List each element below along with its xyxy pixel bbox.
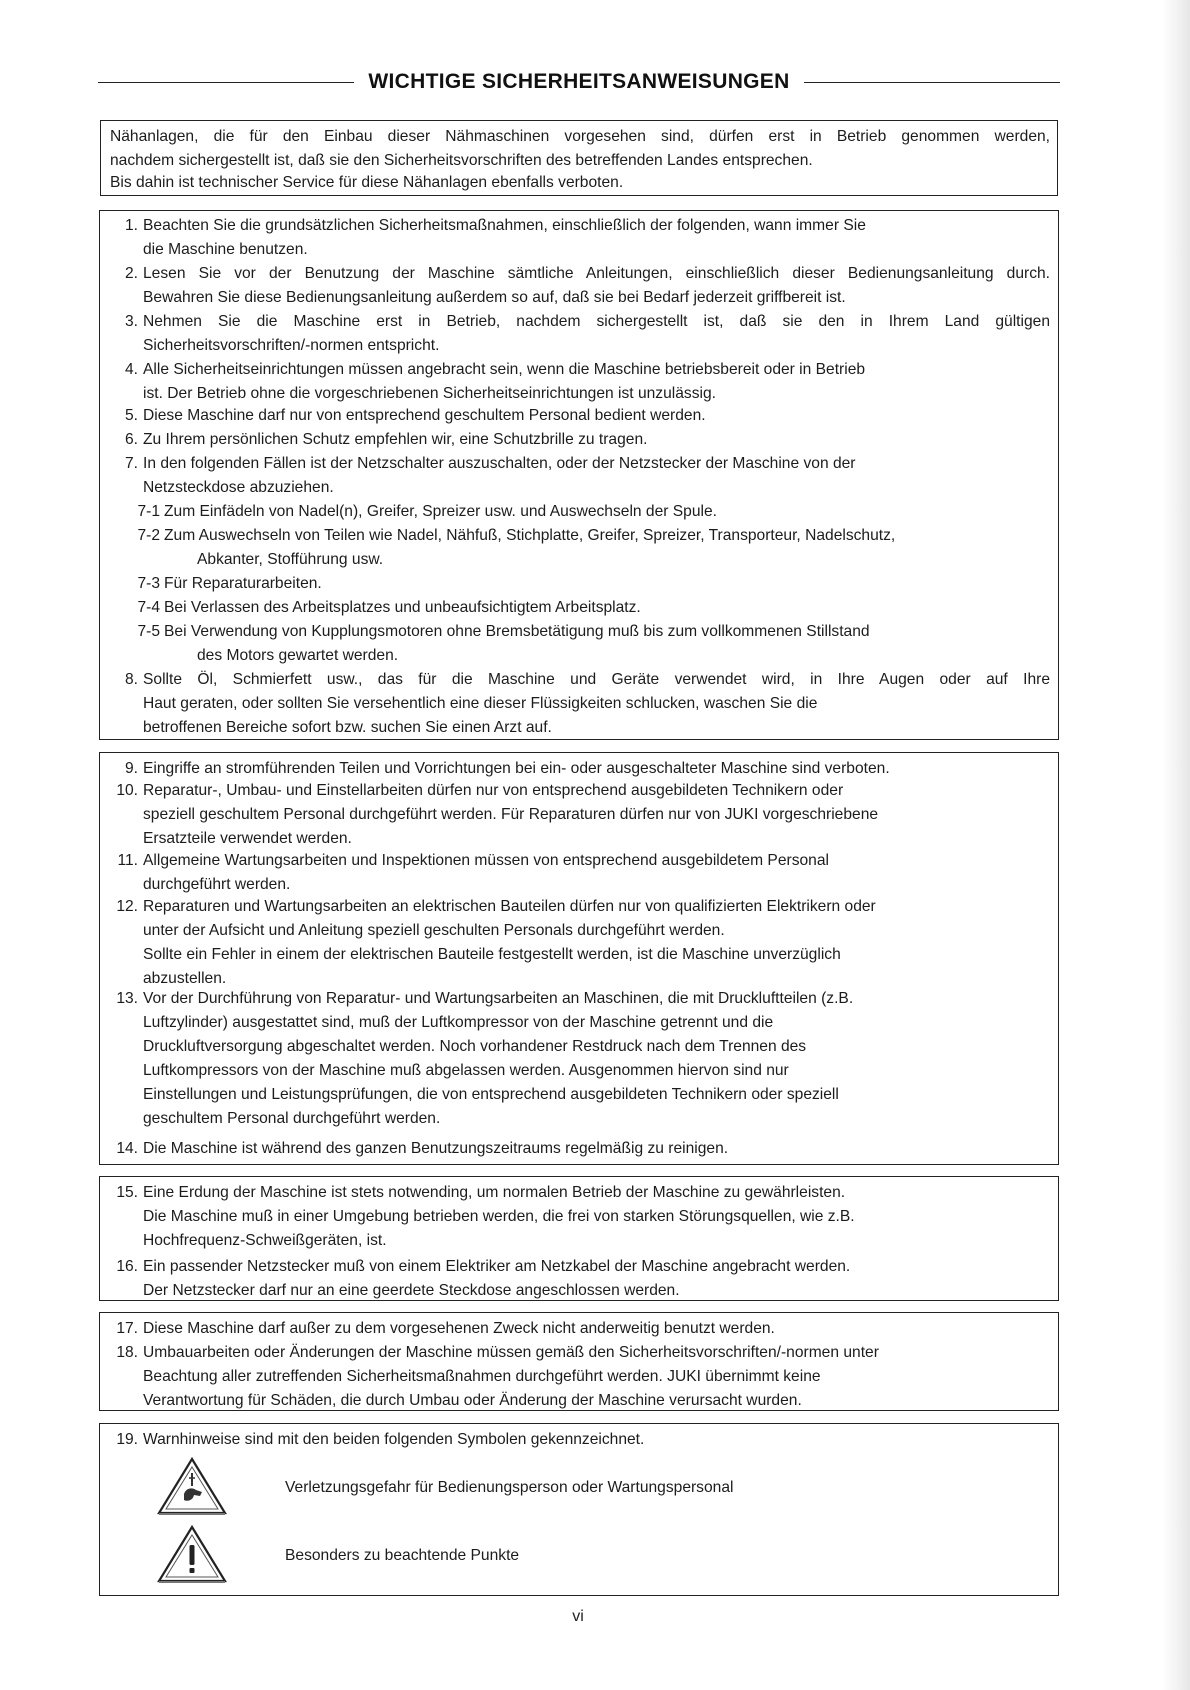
item-text: Sollte ein Fehler in einem der elektrischen Bauteile festgestellt werden, ist die Maschine unverzüglich bbox=[143, 946, 841, 963]
item-number: 11. bbox=[117, 852, 138, 869]
item-number: 5. bbox=[124, 407, 138, 424]
item-text: Alle Sicherheitseinrichtungen müssen angebracht sein, wenn die Maschine betriebsbereit oder in Betrieb bbox=[143, 361, 866, 378]
item-text: durchgeführt werden. bbox=[143, 876, 291, 893]
sub-item-text: Bei Verlassen des Arbeitsplatzes und unbeaufsichtigtem Arbeitsplatz. bbox=[164, 599, 641, 616]
item-text: die Maschine benutzen. bbox=[143, 241, 308, 258]
item-number: 3. bbox=[124, 313, 138, 330]
item-text: Ein passender Netzstecker muß von einem Elektriker am Netzkabel der Maschine angebracht werden. bbox=[143, 1258, 851, 1275]
sub-item-text: Bei Verwendung von Kupplungsmotoren ohne Bremsbetätigung muß bis zum vollkommenen Stillstand bbox=[164, 623, 870, 640]
item-text: betroffenen Bereiche sofort bzw. suchen Sie einen Arzt auf. bbox=[143, 719, 552, 736]
item-number: 2. bbox=[124, 265, 138, 282]
item-number: 7. bbox=[124, 455, 138, 472]
item-text: Die Maschine muß in einer Umgebung betrieben werden, die frei von starken Störungsquellen, wie z.B. bbox=[143, 1208, 855, 1225]
item-text: Einstellungen und Leistungsprüfungen, die von entsprechend ausgebildeten Technikern oder speziell bbox=[143, 1086, 839, 1103]
title-rule-left bbox=[98, 82, 354, 83]
item-number: 14. bbox=[116, 1140, 138, 1157]
item-text: Sollte Öl, Schmierfett usw., das für die Maschine und Geräte verwendet wird, in Ihre Augen oder auf Ihre bbox=[143, 671, 1050, 688]
sub-item-text: Zum Einfädeln von Nadel(n), Greifer, Spreizer usw. und Auswechseln der Spule. bbox=[164, 503, 717, 520]
item-text: Vor der Durchführung von Reparatur- und Wartungsarbeiten an Maschinen, die mit Druckluftteilen (z.B. bbox=[143, 990, 854, 1007]
item-number: 18. bbox=[116, 1344, 138, 1361]
item-text: Beachten Sie die grundsätzlichen Sicherheitsmaßnahmen, einschließlich der folgenden, wann immer Sie bbox=[143, 217, 866, 234]
item-text: Diese Maschine darf außer zu dem vorgesehenen Zweck nicht anderweitig benutzt werden. bbox=[143, 1320, 775, 1337]
item-number: 16. bbox=[116, 1258, 138, 1275]
page-number: vi bbox=[572, 1608, 584, 1625]
item-text: geschultem Personal durchgeführt werden. bbox=[143, 1110, 441, 1127]
item-number: 8. bbox=[124, 671, 138, 688]
hand-injury-warning-icon bbox=[156, 1456, 228, 1516]
item-text: Ersatzteile verwendet werden. bbox=[143, 830, 352, 847]
page-title: WICHTIGE SICHERHEITSANWEISUNGEN bbox=[368, 70, 790, 93]
item-text: Beachtung aller zutreffenden Sicherheitsmaßnahmen durchgeführt werden. JUKI übernimmt keine bbox=[143, 1368, 821, 1385]
sub-item-number: 7-4 bbox=[137, 599, 160, 616]
item-text: Nehmen Sie die Maschine erst in Betrieb, nachdem sichergestellt ist, daß sie den in Ihrem Land gültigen bbox=[143, 313, 1050, 330]
item-text: Warnhinweise sind mit den beiden folgenden Symbolen gekennzeichnet. bbox=[143, 1431, 645, 1448]
item-text: Diese Maschine darf nur von entsprechend geschultem Personal bedient werden. bbox=[143, 407, 706, 424]
symbol-description: Verletzungsgefahr für Bedienungsperson oder Wartungspersonal bbox=[285, 1479, 734, 1496]
item-text: Hochfrequenz-Schweißgeräten, ist. bbox=[143, 1232, 387, 1249]
sub-item-number: 7-1 bbox=[137, 503, 160, 520]
item-text: Haut geraten, oder sollten Sie versehentlich eine dieser Flüssigkeiten schlucken, waschen Sie die bbox=[143, 695, 818, 712]
symbol-description: Besonders zu beachtende Punkte bbox=[285, 1547, 520, 1564]
scan-edge-shadow bbox=[1162, 0, 1190, 1690]
item-text: In den folgenden Fällen ist der Netzschalter auszuschalten, oder der Netzstecker der Maschine von der bbox=[143, 455, 856, 472]
item-text: Bewahren Sie diese Bedienungsanleitung außerdem so auf, daß sie bei Bedarf jederzeit griffbereit ist. bbox=[143, 289, 846, 306]
sub-item-text: Zum Auswechseln von Teilen wie Nadel, Nähfuß, Stichplatte, Greifer, Spreizer, Transporteur, Nadelschutz, bbox=[164, 527, 896, 544]
symbol-row-1 bbox=[156, 1456, 228, 1521]
item-text: Reparatur-, Umbau- und Einstellarbeiten dürfen nur von entsprechend ausgebildeten Technikern oder bbox=[143, 782, 844, 799]
sub-item-text: Abkanter, Stofführung usw. bbox=[197, 551, 384, 568]
item-text: Eingriffe an stromführenden Teilen und Vorrichtungen bei ein- oder ausgeschalteter Maschine sind verboten. bbox=[143, 760, 890, 777]
item-text: speziell geschultem Personal durchgeführt werden. Für Reparaturen dürfen nur von JUKI vorgeschriebene bbox=[143, 806, 879, 823]
symbol-row-2 bbox=[156, 1524, 228, 1589]
item-number: 15. bbox=[116, 1184, 138, 1201]
notice-line: Nähanlagen, die für den Einbau dieser Nähmaschinen vorgesehen sind, dürfen erst in Betrieb genommen werden, bbox=[110, 128, 1050, 145]
item-number: 9. bbox=[124, 760, 138, 777]
item-text: Eine Erdung der Maschine ist stets notwending, um normalen Betrieb der Maschine zu gewährleisten. bbox=[143, 1184, 846, 1201]
item-text: Allgemeine Wartungsarbeiten und Inspektionen müssen von entsprechend ausgebildetem Personal bbox=[143, 852, 829, 869]
item-number: 4. bbox=[124, 361, 138, 378]
item-number: 13. bbox=[116, 990, 138, 1007]
sub-item-number: 7-2 bbox=[137, 527, 160, 544]
sub-item-number: 7-5 bbox=[137, 623, 160, 640]
item-number: 1. bbox=[124, 217, 138, 234]
sub-item-number: 7-3 bbox=[137, 575, 160, 592]
item-text: ist. Der Betrieb ohne die vorgeschriebenen Sicherheitseinrichtungen ist unzulässig. bbox=[143, 385, 716, 402]
item-text: Sicherheitsvorschriften/-normen entspricht. bbox=[143, 337, 440, 354]
page-title-row bbox=[98, 70, 1060, 94]
item-number: 6. bbox=[124, 431, 138, 448]
item-text: Der Netzstecker darf nur an eine geerdete Steckdose angeschlossen werden. bbox=[143, 1282, 680, 1299]
notice-line: Bis dahin ist technischer Service für diese Nähanlagen ebenfalls verboten. bbox=[110, 174, 624, 191]
item-text: Umbauarbeiten oder Änderungen der Maschine müssen gemäß den Sicherheitsvorschriften/-normen unter bbox=[143, 1344, 879, 1361]
sub-item-text: des Motors gewartet werden. bbox=[197, 647, 399, 664]
sub-item-text: Für Reparaturarbeiten. bbox=[164, 575, 322, 592]
item-text: Netzsteckdose abzuziehen. bbox=[143, 479, 334, 496]
notice-line: nachdem sichergestellt ist, daß sie den Sicherheitsvorschriften des betreffenden Landes entsprechen. bbox=[110, 152, 813, 169]
item-number: 17. bbox=[116, 1320, 138, 1337]
item-text: Luftkompressors von der Maschine muß abgelassen werden. Ausgenommen hiervon sind nur bbox=[143, 1062, 789, 1079]
item-text: Verantwortung für Schäden, die durch Umbau oder Änderung der Maschine verursacht wurden. bbox=[143, 1392, 802, 1409]
item-text: Luftzylinder) ausgestattet sind, muß der Luftkompressor von der Maschine getrennt und die bbox=[143, 1014, 774, 1031]
exclamation-warning-icon bbox=[156, 1524, 228, 1584]
item-text: Die Maschine ist während des ganzen Benutzungszeitraums regelmäßig zu reinigen. bbox=[143, 1140, 729, 1157]
item-text: Zu Ihrem persönlichen Schutz empfehlen wir, eine Schutzbrille zu tragen. bbox=[143, 431, 648, 448]
title-rule-right bbox=[804, 82, 1060, 83]
item-text: abzustellen. bbox=[143, 970, 227, 987]
item-text: Lesen Sie vor der Benutzung der Maschine sämtliche Anleitungen, einschließlich dieser Bedienungsanleitung durch. bbox=[143, 265, 1050, 282]
item-number: 10. bbox=[116, 782, 138, 799]
item-text: Reparaturen und Wartungsarbeiten an elektrischen Bauteilen dürfen nur von qualifizierten Elektrikern oder bbox=[143, 898, 876, 915]
item-number: 12. bbox=[116, 898, 138, 915]
item-text: Druckluftversorgung abgeschaltet werden. Noch vorhandener Restdruck nach dem Trennen des bbox=[143, 1038, 807, 1055]
item-text: unter der Aufsicht und Anleitung speziell geschulten Personals durchgeführt werden. bbox=[143, 922, 725, 939]
item-number: 19. bbox=[116, 1431, 138, 1448]
